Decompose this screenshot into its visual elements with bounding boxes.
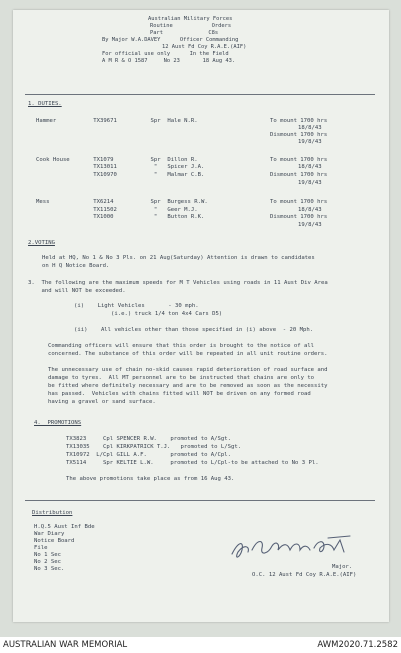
speeds-text: has passed. Vehicles with chains fitted will NOT be driven on any formed road (48, 391, 311, 397)
duty-time: Dismount 1700 hrs (270, 132, 328, 138)
duty-time: To mount 1700 hrs (270, 157, 328, 163)
duty-time: Dismount 1700 hrs (270, 214, 328, 220)
distribution-heading: Distribution (32, 510, 73, 516)
footer-accession: AWM2020.71.2582 (317, 640, 398, 650)
speeds-text: The unnecessary use of chain no-skid causes rapid deterioration of road surface and (48, 367, 328, 373)
signature-unit: O.C. 12 Aust Fd Coy R.A.E.(AIF) (252, 572, 357, 578)
header-rule (25, 94, 375, 95)
promotion-row: TX5114 Spr KELTIE L.W. promoted to L/Cpl-to be attached to No 3 Pl. (66, 460, 319, 466)
promotion-row: TX10972 L/Cpl GILL A.F. promoted to A/Cpl. (66, 452, 232, 458)
distribution-item: No 2 Sec (34, 559, 61, 565)
duty-time: 19/8/43 (298, 180, 322, 186)
speeds-text: be fitted where definitely necessary and are to be removed as soon as the necessity (48, 383, 328, 389)
speeds-text: 3. The following are the maximum speeds for M T Vehicles using roads in 11 Aust Div Area (28, 280, 328, 286)
duty-time: To mount 1700 hrs (270, 118, 328, 124)
header-line-6: For official use only In the Field (102, 51, 229, 57)
promotion-row: TX3823 Cpl SPENCER R.W. promoted to A/Sgt. (66, 436, 232, 442)
header-line-3: Part C8s (150, 30, 219, 36)
duty-time: 18/8/43 (298, 125, 322, 131)
duty-time: 18/8/43 (298, 207, 322, 213)
distribution-item: No 1 Sec (34, 552, 61, 558)
distribution-item: War Diary (34, 531, 65, 537)
duty-row: Cook House TX1079 Spr Dillon R. (36, 157, 198, 163)
speeds-text: damage to tyres. All MT personnel are to be instructed that chains are only to (48, 375, 315, 381)
duties-heading: 1. DUTIES. (28, 101, 62, 107)
speeds-text: concerned. The substance of this order will be repeated in all unit routine orders. (48, 351, 328, 357)
duty-row: Mess TX6214 Spr Burgess R.W. (36, 199, 208, 205)
duty-time: 19/8/43 (298, 222, 322, 228)
header-line-5: 12 Aust Fd Coy R.A.E.(AIF) (162, 44, 247, 50)
promotion-row: TX13035 Cpl KIRKPATRICK T.J. promoted to L/Sgt. (66, 444, 242, 450)
distribution-item: No 3 Sec. (34, 566, 65, 572)
duty-time: Dismount 1700 hrs (270, 172, 328, 178)
duty-row: TX11502 " Geer M.J. (36, 207, 198, 213)
speeds-item: (ii) All vehicles other than those specified in (i) above - 20 Mph. (74, 327, 314, 333)
duty-row: TX10970 " Malmar C.B. (36, 172, 205, 178)
speeds-item: (i) Light Vehicles - 30 mph. (74, 303, 199, 309)
distribution-item: Notice Board (34, 538, 75, 544)
speeds-item: (i.e.) truck 1/4 ton 4x4 Cars D5) (74, 311, 223, 317)
promotions-note: The above promotions take place as from 16 Aug 43. (66, 476, 235, 482)
header-line-2: Routine Orders (150, 23, 232, 29)
footer-source: AUSTRALIAN WAR MEMORIAL (3, 640, 128, 650)
section-rule (25, 500, 375, 501)
voting-text: Held at HQ, No 1 & No 3 Pls. on 21 Aug(Saturday) Attention is drawn to candidates (42, 255, 315, 261)
duty-time: 19/8/43 (298, 139, 322, 145)
distribution-item: H.Q.5 Aust Inf Bde (34, 524, 95, 530)
distribution-item: File (34, 545, 48, 551)
duty-row: TX13011 " Spicer J.A. (36, 164, 205, 170)
speeds-text: Commanding officers will ensure that this order is brought to the notice of all (48, 343, 315, 349)
header-line-1: Australian Military Forces (148, 16, 233, 22)
promotions-heading: 4. PROMOTIONS (34, 420, 82, 426)
duty-time: 18/8/43 (298, 164, 322, 170)
duty-time: To mount 1700 hrs (270, 199, 328, 205)
signature-rank: Major. (332, 564, 353, 570)
speeds-text: having a gravel or sand surface. (48, 399, 156, 405)
header-line-7: A M R & O 1587 No 23 18 Aug 43. (102, 58, 236, 64)
duty-row: Hammer TX39671 Spr Hale N.R. (36, 118, 198, 124)
voting-text: on H Q Notice Board. (42, 263, 110, 269)
footer-bar (0, 637, 401, 653)
voting-heading: 2.VOTING (28, 240, 55, 246)
duty-row: TX1000 " Button R.K. (36, 214, 205, 220)
speeds-text: and will NOT be exceeded. (28, 288, 126, 294)
header-line-4: By Major W.A.DAVEY Officer Commanding (102, 37, 239, 43)
